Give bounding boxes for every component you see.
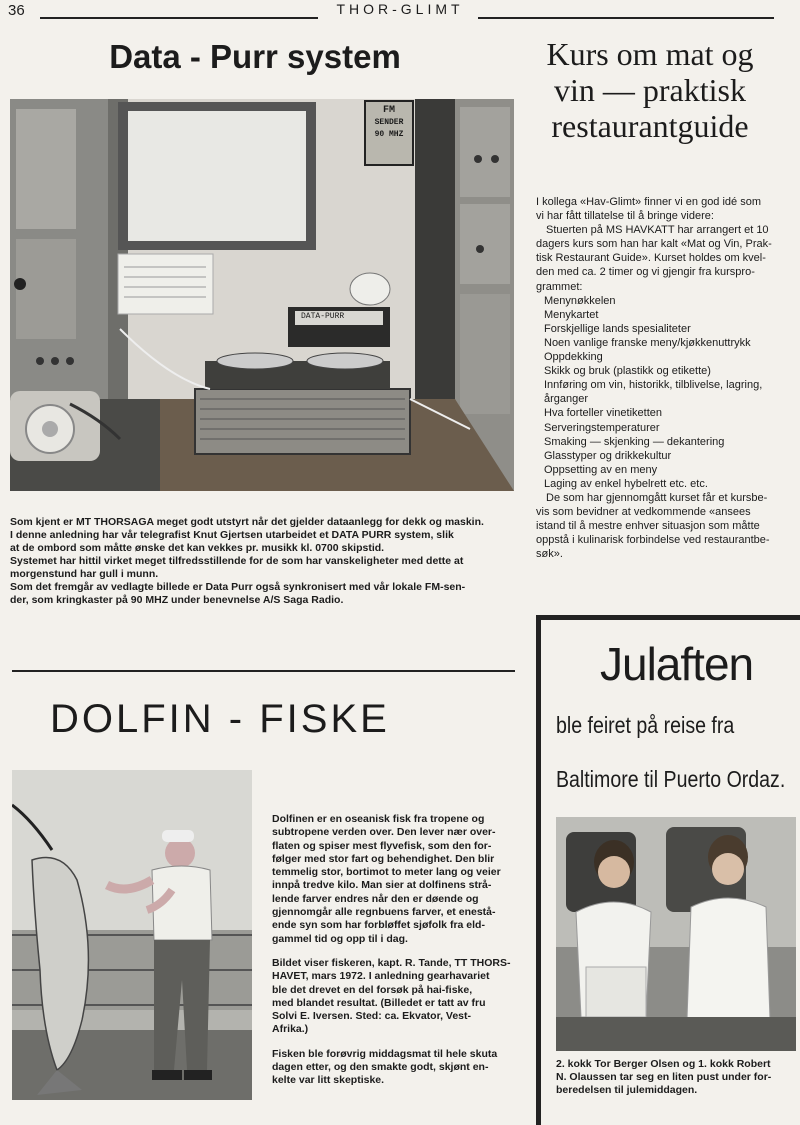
kurs-program-item: Hva forteller vinetiketten xyxy=(544,407,662,420)
kurs-program-item: Oppdekking xyxy=(544,351,603,364)
dolfin-line: gammel tid og opp til i dag. xyxy=(272,932,408,945)
dolfin-line: Fisken ble forøvrig middagsmat til hele skuta xyxy=(272,1047,498,1060)
kurs-closing-line: istand til å mestre enhver situasjon som måtte xyxy=(536,520,760,533)
julaften-subline-2: Baltimore til Puerto Ordaz. xyxy=(556,766,786,792)
dolfin-line: Bildet viser fiskeren, kapt. R. Tande, TT THORS- xyxy=(272,956,511,969)
dolfin-line: innpå tredve kilo. Man sier at dolfinens strå- xyxy=(272,879,492,892)
dolfin-line: flaten og spiser mest flyvefisk, som den for- xyxy=(272,839,492,852)
kurs-program-item: Skikk og bruk (plastikk og etikette) xyxy=(544,365,711,378)
caption-line: at de ombord som måtte ønske det kan vekkes pr. musikk kl. 0700 skipstid. xyxy=(10,542,385,554)
kurs-program-item: Innføring om vin, historikk, tilblivelse, lagring, xyxy=(544,379,763,392)
section-divider xyxy=(12,670,515,672)
dolfin-para-3 xyxy=(272,1048,524,1088)
dolfin-line: med blandet resultat. (Billedet er tatt av fru xyxy=(272,996,486,1009)
radio-room-illustration xyxy=(10,99,514,491)
dolfin-para-2 xyxy=(272,957,524,1037)
kurs-closing-line: De som har gjennomgått kurset får et kursbe- xyxy=(546,491,768,504)
kurs-article xyxy=(536,195,776,561)
kurs-program-item: Menykartet xyxy=(544,308,599,321)
page-number: 36 xyxy=(8,2,25,19)
fm-sign-line-3: 90 MHZ xyxy=(374,130,404,139)
kurs-program-item: årganger xyxy=(544,393,589,406)
dolfin-line: ende syn som har forbløffet sjøfolk fra eld- xyxy=(272,919,485,932)
dolfin-line: Dolfinen er en oseanisk fisk fra tropene og xyxy=(272,813,485,825)
kurs-para-line: grammet: xyxy=(536,280,583,293)
caption-line: I denne anledning har vår telegrafist Knut Gjertsen utarbeidet et DATA PURR system, slik xyxy=(10,529,454,541)
radio-room-photo xyxy=(10,99,514,491)
kurs-heading-line: Kurs om mat og xyxy=(546,36,754,72)
header-rule-left xyxy=(40,17,318,19)
caption-line: N. Olaussen tar seg en liten pust under for- xyxy=(556,1071,772,1083)
kurs-closing-line: vis som bevidner at vedkommende «ansees xyxy=(536,506,751,519)
dolfin-line: kelte var litt skeptiske. xyxy=(272,1074,385,1087)
julaften-heading: Julaften xyxy=(600,638,754,690)
kurs-program-item: Noen vanlige franske meny/kjøkkenuttrykk xyxy=(544,336,751,349)
kurs-para-line: dagers kurs som han har kalt «Mat og Vin, Prak- xyxy=(536,238,772,251)
data-purr-caption xyxy=(10,516,520,607)
kurs-program-item: Laging av enkel hybelrett etc. etc. xyxy=(544,477,708,490)
fm-sign-line-2: SENDER xyxy=(374,118,404,127)
kurs-para-line: den med ca. 2 timer og vi gjengir fra kurspro- xyxy=(536,266,755,279)
dolfin-line: gjennomgår alle regnbuens farver, et enestå- xyxy=(272,906,496,919)
dolfin-line: lende farver endres når den er døende og xyxy=(272,892,479,905)
kurs-heading-line: restaurantguide xyxy=(551,108,749,144)
dolfin-line: følger med stor fart og behendighet. Den blir xyxy=(272,852,495,865)
header-rule-right xyxy=(478,17,774,19)
caption-line: morgenstund har gull i munn. xyxy=(10,568,159,580)
caption-line: Som kjent er MT THORSAGA meget godt utstyrt når det gjelder dataanlegg for dekk og maskin. xyxy=(10,516,484,528)
kurs-program-item: Oppsetting av en meny xyxy=(544,463,658,476)
kurs-intro-line: I kollega «Hav-Glimt» finner vi en god idé som xyxy=(536,196,761,208)
dolfin-photo xyxy=(12,770,252,1100)
dolfin-line: HAVET, mars 1972. I anledning gearhavariet xyxy=(272,970,490,983)
device-label: DATA-PURR xyxy=(301,312,345,321)
dolfin-line: Solvi E. Iversen. Sted: ca. Ekvator, Vest- xyxy=(272,1010,472,1023)
kurs-program-item: Forskjellige lands spesialiteter xyxy=(544,322,691,335)
dolfin-line: subtropene verden over. Den lever nær over- xyxy=(272,826,496,839)
kurs-heading xyxy=(520,36,780,144)
caption-line: der, som kringkaster på 90 MHZ under benevnelse A/S Saga Radio. xyxy=(10,594,344,606)
kurs-closing-line: oppstå i kulinarisk forbindelse ved restaurantbe- xyxy=(536,534,770,547)
kurs-para-line: Stuerten på MS HAVKATT har arrangert et 10 xyxy=(546,224,769,237)
dolfin-line: temmelig stor, bortimot to meter lang og veier xyxy=(272,866,501,879)
kurs-program-item: Smaking — skjenking — dekantering xyxy=(544,435,725,448)
dolfin-line: dagen etter, og den smakte godt, skjønt en- xyxy=(272,1061,489,1074)
kurs-program-item: Menynøkkelen xyxy=(544,294,616,307)
caption-line: 2. kokk Tor Berger Olsen og 1. kokk Robert xyxy=(556,1058,771,1070)
kurs-program-item: Serveringstemperaturer xyxy=(544,421,660,434)
kurs-closing-line: søk». xyxy=(536,548,563,561)
julaften-caption xyxy=(556,1058,796,1097)
julaften-subline-1: ble feiret på reise fra xyxy=(556,712,735,738)
data-purr-heading: Data - Purr system xyxy=(109,38,401,75)
dolfin-article xyxy=(272,813,524,1099)
fm-sign-line-1: FM xyxy=(382,105,395,116)
dolfin-line: ble det drevet en del forsøk på hai-fiske, xyxy=(272,983,473,996)
dolfin-line: Afrika.) xyxy=(272,1023,309,1036)
cooks-illustration xyxy=(556,817,796,1051)
publication-title: THOR-GLIMT xyxy=(336,1,464,17)
kurs-heading-line: vin — praktisk xyxy=(554,72,746,108)
dolfin-heading: DOLFIN - FISKE xyxy=(50,697,390,741)
kurs-program-item: Glasstyper og drikkekultur xyxy=(544,449,672,462)
kurs-intro-line: vi har fått tillatelse til å bringe videre: xyxy=(536,210,714,223)
caption-line: beredelsen til julemiddagen. xyxy=(556,1084,698,1096)
kurs-para-line: tisk Restaurant Guide». Kurset holdes om kvel- xyxy=(536,252,766,265)
dolfin-para-1 xyxy=(272,813,524,946)
fisherman-illustration xyxy=(12,770,252,1100)
caption-line: Som det fremgår av vedlagte billede er Data Purr også synkronisert med vår lokale FM-sen- xyxy=(10,581,466,593)
caption-line: Systemet har hittil virket meget tilfredsstillende for de som har vanskeligheter med dette at xyxy=(10,555,464,567)
julaften-photo xyxy=(556,817,796,1051)
